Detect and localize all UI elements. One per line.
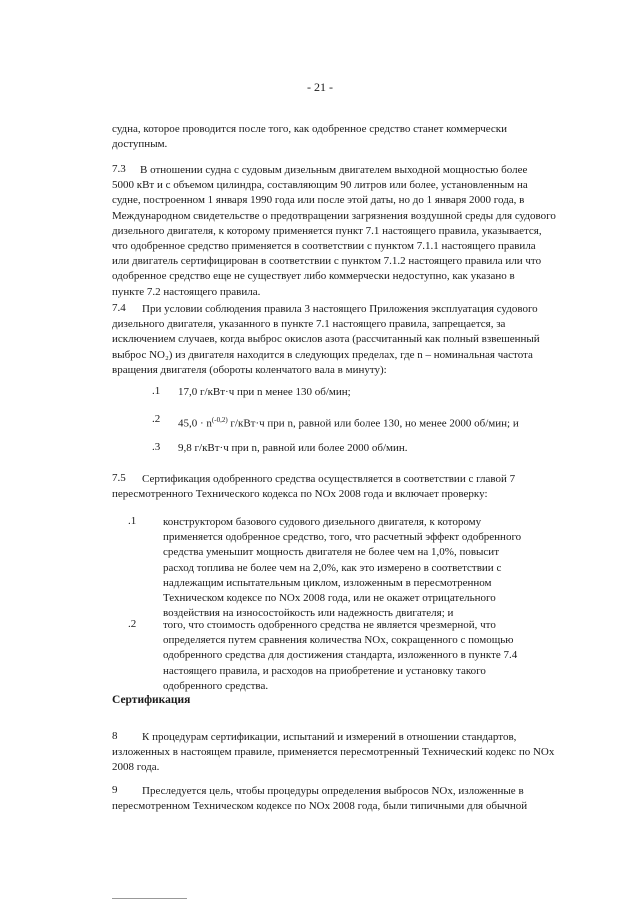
text-line: Сертификация одобренного средства осуществляется в соответствии с главой 7 (142, 473, 516, 485)
text-line: пересмотренном Техническом кодексе по NOx 2008 года, были типичными для обычной (112, 800, 528, 813)
text-line: настоящего правила, и расходов на приобретение и установку такого (163, 664, 486, 677)
footnote-separator (112, 898, 187, 899)
text-line: конструктором базового судового дизельного двигателя, к которому (163, 516, 482, 528)
formula-text-cont: г/кВт·ч при n, равной или более 130, но менее 2000 об/мин; и (227, 417, 519, 430)
list-item-text: 9,8 г/кВт·ч при n, равной или более 2000 об/мин. (178, 442, 408, 454)
text-line: дизельного двигателя, к которому применяется пункт 7.1 настоящего правила, указывается, (112, 224, 542, 237)
text-line: Техническом кодексе по NOx 2008 года, или не окажет отрицательного (163, 592, 496, 605)
text-line: пункте 7.2 настоящего правила. (112, 285, 261, 298)
text-line: что одобренное средство применяется в соответствии с пунктом 7.1.1 настоящего правила (112, 240, 536, 253)
list-item-label: .2 (128, 618, 137, 630)
text-line: Международном свидетельстве о предотвращении загрязнения воздушной среды для судового (112, 209, 556, 222)
text-line: воздействия на износостойкость или надежность двигателя; и (163, 607, 454, 620)
text-line: дизельного двигателя, указанного в пункте 7.1 настоящего правила, запрещается, за (112, 318, 506, 331)
text-line: судна, которое проводится после того, как одобренное средство станет коммерчески (112, 123, 508, 135)
formula-exponent: (-0,2) (211, 416, 228, 424)
paragraph-7-4 (112, 302, 562, 378)
list-item-text (178, 413, 519, 432)
list-item-label: .2 (152, 413, 161, 425)
text-line: или двигатель сертифицирован в соответствии с пунктом 7.1.2 настоящего правила или что (112, 255, 542, 268)
paragraph-number: 9 (112, 784, 118, 796)
paragraph-7-5 (112, 472, 562, 502)
text-line: выброс NO₂) из двигателя находится в следующих пределах, где n – номинальная частота (112, 348, 533, 361)
text-line: исключением случаев, когда выброс окислов азота (рассчитанный как полный взвешенный (112, 333, 540, 346)
text-line: При условии соблюдения правила 3 настоящего Приложения эксплуатация судового (142, 303, 538, 315)
formula-text: 45,0 · n (178, 417, 212, 430)
text-line: 5000 кВт и с объемом цилиндра, составляющим 90 литров или более, установленным на (112, 179, 528, 192)
page-number: - 21 - (307, 80, 333, 94)
text-line: расход топлива не более чем на 2,0%, как это измерено в соответствии с (163, 561, 502, 574)
text-line: средства уменьшит мощность двигателя не более чем на 1,0%, повысит (163, 546, 500, 559)
list-item-text (163, 515, 563, 621)
list-item-label: .1 (128, 515, 137, 527)
text-line: одобренного средства. (163, 679, 269, 692)
text-line: пересмотренного Технического кодекса по NOx 2008 года и включает проверку: (112, 488, 488, 501)
section-heading: Сертификация (112, 694, 191, 706)
text-line: вращения двигателя (обороты коленчатого вала в минуту): (112, 363, 387, 376)
text-line: одобренное средство еще не существует либо коммерчески недоступно, как указано в (112, 270, 515, 283)
paragraph-9 (112, 784, 564, 814)
list-item-text: 17,0 г/кВт·ч при n менее 130 об/мин; (178, 386, 351, 398)
list-item-label: .3 (152, 441, 161, 453)
list-item-text (163, 618, 563, 694)
list-item-label: .1 (152, 385, 161, 397)
text-line: 2008 года. (112, 761, 160, 774)
text-line: одобренного средства для достижения стандарта, изложенного в пункте 7.4 (163, 649, 518, 662)
text-line: В отношении судна с судовым дизельным двигателем выходной мощностью более (140, 164, 528, 176)
text-line: надлежащим испытательным циклом, изложенным в пересмотренном (163, 576, 492, 589)
paragraph-number: 7.5 (112, 472, 126, 484)
paragraph-intro (112, 122, 556, 152)
text-line: К процедурам сертификации, испытаний и измерений в отношении стандартов, (142, 731, 517, 743)
paragraph-number: 7.4 (112, 302, 126, 314)
text-line: судне, построенном 1 января 1990 года или после этой даты, но до 1 января 2000 года, в (112, 194, 525, 207)
paragraph-number: 7.3 (112, 163, 126, 175)
text-line: Преследуется цель, чтобы процедуры определения выбросов NOx, изложенные в (142, 785, 524, 797)
paragraph-7-3 (112, 163, 562, 300)
text-line: применяется одобренное средство, того, что расчетный эффект одобренного (163, 531, 522, 544)
text-line: доступным. (112, 138, 168, 151)
paragraph-number: 8 (112, 730, 118, 742)
text-line: того, что стоимость одобренного средства не является чрезмерной, что (163, 619, 496, 631)
text-line: изложенных в настоящем правиле, применяется пересмотренный Технический кодекс по NOx (112, 746, 555, 759)
text-line: определяется путем сравнения количества NOx, сокращенного с помощью (163, 634, 514, 647)
paragraph-8 (112, 730, 564, 776)
